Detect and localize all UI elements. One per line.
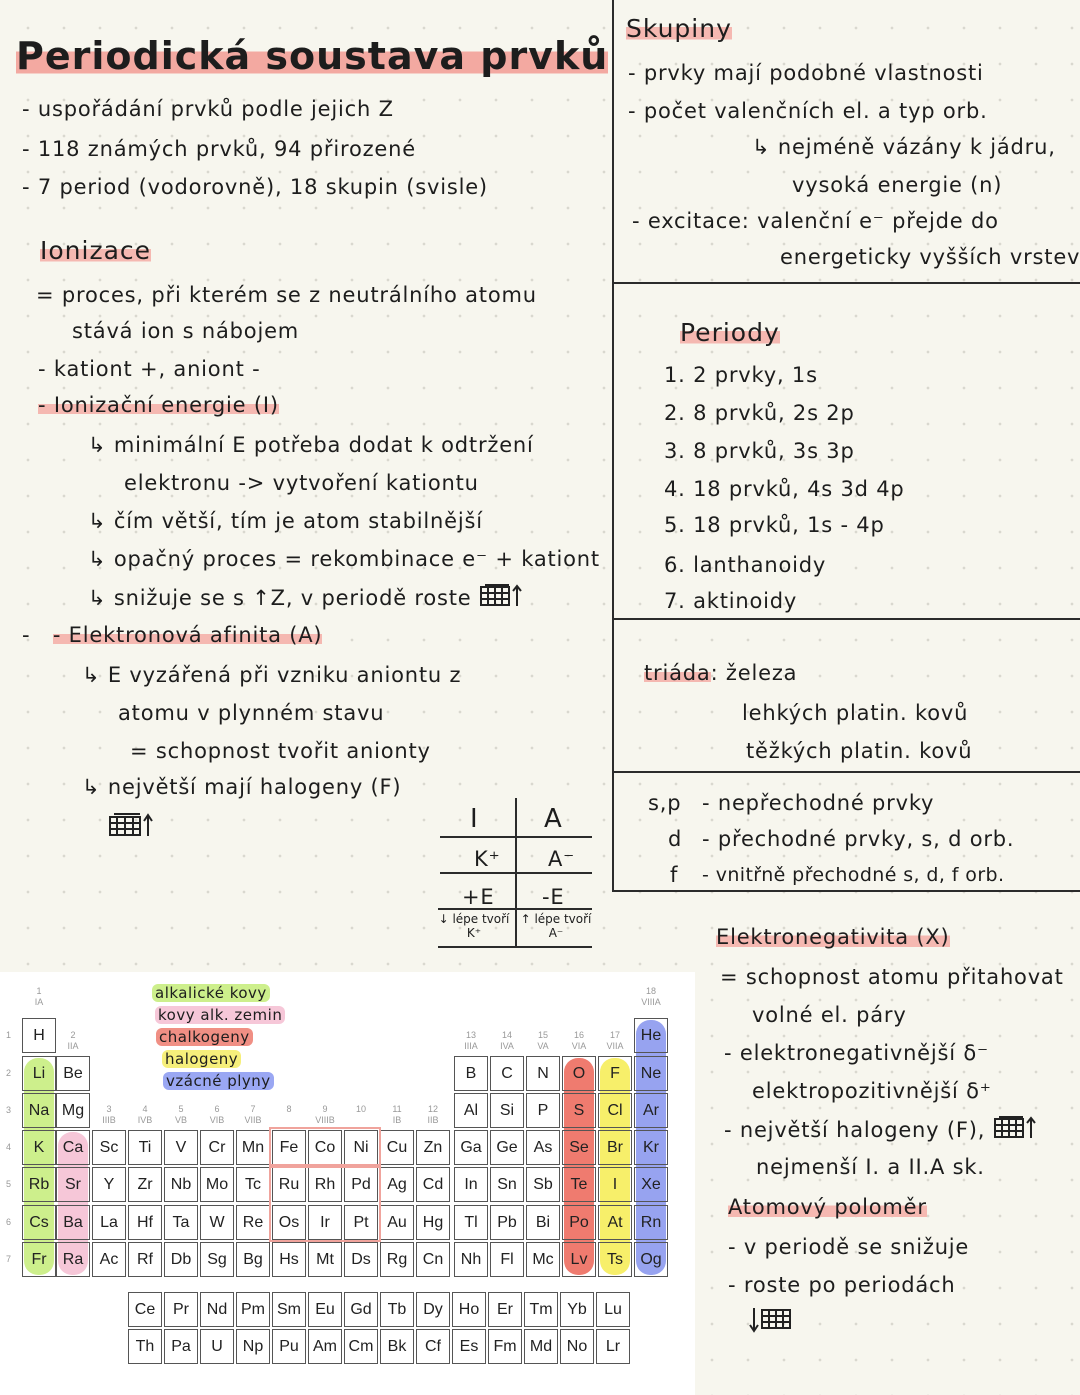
element-pu: Pu: [272, 1329, 306, 1364]
element-mg: Mg: [56, 1093, 90, 1128]
element-ge: Ge: [490, 1130, 524, 1165]
element-og: Og: [634, 1242, 668, 1277]
group-label: IIIA: [464, 1041, 478, 1051]
element-sg: Sg: [200, 1242, 234, 1277]
skupiny-line: energeticky vyšších vrstev: [780, 245, 1080, 269]
block-key: f: [670, 863, 679, 887]
skupiny-line: vysoká energie (n): [792, 173, 1003, 197]
element-bg: Bg: [236, 1242, 270, 1277]
triada-label: triáda: [644, 661, 711, 685]
afinita-text: - Elektronová afinita (A): [52, 623, 323, 647]
element-pb: Pb: [490, 1205, 524, 1240]
group-label: 16: [573, 1030, 584, 1040]
element-be: Be: [56, 1056, 90, 1091]
element-rg: Rg: [380, 1242, 414, 1277]
en-line: elektropozitivnější δ⁺: [752, 1079, 992, 1103]
period-number: 3: [6, 1105, 12, 1115]
element-u: U: [200, 1329, 234, 1364]
element-nh: Nh: [454, 1242, 488, 1277]
element-pt: Pt: [344, 1205, 378, 1240]
ionizace-line: ↳ největší mají halogeny (F): [82, 775, 402, 799]
triada-line: lehkých platin. kovů: [742, 701, 969, 725]
element-np: Np: [236, 1329, 270, 1364]
ia-table-cell: +E: [462, 885, 495, 909]
group-label: VA: [537, 1041, 549, 1051]
skupiny-line: - excitace: valenční e⁻ přejde do: [632, 209, 999, 233]
element-c: C: [490, 1056, 524, 1091]
element-pr: Pr: [164, 1292, 198, 1327]
skupiny-line: - počet valenčních el. a typ orb.: [628, 99, 988, 123]
element-s: S: [562, 1093, 596, 1128]
element-co: Co: [308, 1130, 342, 1165]
afinita-line: - - Elektronová afinita (A): [22, 623, 323, 647]
group-label: 5: [178, 1104, 184, 1114]
periody-item: 5. 18 prvků, 1s - 4p: [664, 513, 885, 537]
element-mn: Mn: [236, 1130, 270, 1165]
element-lr: Lr: [596, 1329, 630, 1364]
ionizace-line: stává ion s nábojem: [72, 319, 300, 343]
group-label: 10: [355, 1104, 366, 1114]
platinum-triads-box: [269, 1164, 381, 1242]
polomer-line: - v periodě se snižuje: [728, 1235, 970, 1259]
group-label: 14: [501, 1030, 512, 1040]
skupiny-line: - prvky mají podobné vlastnosti: [628, 61, 984, 85]
group-label: 17: [609, 1030, 620, 1040]
ia-table-cell: K⁺: [474, 847, 501, 871]
element-ba: Ba: [56, 1205, 90, 1240]
element-cs: Cs: [22, 1205, 56, 1240]
element-ca: Ca: [56, 1130, 90, 1165]
element-hs: Hs: [272, 1242, 306, 1277]
element-tl: Tl: [454, 1205, 488, 1240]
group-label: 9: [322, 1104, 328, 1114]
element-tb: Tb: [380, 1292, 414, 1327]
ionizace-line: atomu v plynném stavu: [118, 701, 385, 725]
element-ni: Ni: [344, 1130, 378, 1165]
group-label: VIA: [571, 1041, 587, 1051]
group-label: VIIB: [244, 1115, 262, 1125]
ionizace-trend-line: [88, 584, 525, 614]
element-rb: Rb: [22, 1167, 56, 1202]
group-label: 7: [250, 1104, 256, 1114]
element-la: La: [92, 1205, 126, 1240]
element-nb: Nb: [164, 1167, 198, 1202]
iron-triad-box: [269, 1127, 381, 1168]
group-label: VIIIA: [641, 997, 661, 1007]
element-ar: Ar: [634, 1093, 668, 1128]
ia-table-head-i: I: [470, 804, 478, 834]
element-fe: Fe: [272, 1130, 306, 1165]
element-th: Th: [128, 1329, 162, 1364]
element-am: Am: [308, 1329, 342, 1364]
ionizace-line: ↳ E vyzářená při vzniku aniontu z: [82, 663, 462, 687]
element-fl: Fl: [490, 1242, 524, 1277]
triada-line: těžkých platin. kovů: [746, 739, 973, 763]
element-hg: Hg: [416, 1205, 450, 1240]
group-label: VB: [174, 1115, 187, 1125]
legend-item: alkalické kovy: [152, 984, 270, 1002]
element-ho: Ho: [452, 1292, 486, 1327]
element-nd: Nd: [200, 1292, 234, 1327]
period-number: 6: [6, 1217, 12, 1227]
periody-item: 7. aktinoidy: [664, 589, 798, 613]
element-he: He: [634, 1018, 668, 1053]
triada-text: : železa: [710, 661, 798, 685]
legend-item: kovy alk. zemin: [155, 1006, 285, 1024]
element-ir: Ir: [308, 1205, 342, 1240]
element-ga: Ga: [454, 1130, 488, 1165]
en-line: volné el. páry: [752, 1003, 907, 1027]
intro-line: - uspořádání prvků podle jejich Z: [22, 97, 394, 121]
element-er: Er: [488, 1292, 522, 1327]
en-line: - elektronegativnější δ⁻: [724, 1041, 989, 1065]
ia-table-cell: -E: [542, 885, 565, 909]
element-rn: Rn: [634, 1205, 668, 1240]
element-y: Y: [92, 1167, 126, 1202]
period-number: 7: [6, 1254, 12, 1264]
ia-table-cell: ↓ lépe tvoří K⁺: [438, 912, 510, 940]
en-line: = schopnost atomu přitahovat: [720, 965, 1064, 989]
element-au: Au: [380, 1205, 414, 1240]
element-si: Si: [490, 1093, 524, 1128]
element-gd: Gd: [344, 1292, 378, 1327]
group-label: 2: [70, 1030, 76, 1040]
element-rf: Rf: [128, 1242, 162, 1277]
ionizace-line: = schopnost tvořit anionty: [130, 739, 431, 763]
intro-line: - 118 známých prvků, 94 přirozené: [22, 137, 416, 161]
element-cn: Cn: [416, 1242, 450, 1277]
element-pd: Pd: [344, 1167, 378, 1202]
element-eu: Eu: [308, 1292, 342, 1327]
en-trend-text: - největší halogeny (F),: [724, 1118, 986, 1142]
element-ag: Ag: [380, 1167, 414, 1202]
element-cl: Cl: [598, 1093, 632, 1128]
element-at: At: [598, 1205, 632, 1240]
group-label: 1: [36, 986, 42, 996]
ia-table-head-a: A: [544, 804, 562, 834]
element-sm: Sm: [272, 1292, 306, 1327]
group-label: 3: [106, 1104, 112, 1114]
group-label: 6: [214, 1104, 220, 1114]
legend-item: vzácné plyny: [163, 1072, 274, 1090]
periody-item: 4. 18 prvků, 4s 3d 4p: [664, 477, 905, 501]
ionizace-line: ↳ minimální E potřeba dodat k odtržení: [88, 433, 534, 457]
element-ds: Ds: [344, 1242, 378, 1277]
element-p: P: [526, 1093, 560, 1128]
group-label: VIIA: [606, 1041, 624, 1051]
element-md: Md: [524, 1329, 558, 1364]
page-title: Periodická soustava prvků: [16, 34, 609, 78]
element-v: V: [164, 1130, 198, 1165]
element-fr: Fr: [22, 1242, 56, 1277]
ionizace-line: - kationt +, aniont -: [38, 357, 261, 381]
element-sc: Sc: [92, 1130, 126, 1165]
element-bi: Bi: [526, 1205, 560, 1240]
element-al: Al: [454, 1093, 488, 1128]
group-label: IB: [392, 1115, 402, 1125]
block-key: s,p: [648, 791, 682, 815]
element-br: Br: [598, 1130, 632, 1165]
element-bk: Bk: [380, 1329, 414, 1364]
element-b: B: [454, 1056, 488, 1091]
legend-item: halogeny: [162, 1050, 241, 1068]
element-ru: Ru: [272, 1167, 306, 1202]
element-mc: Mc: [526, 1242, 560, 1277]
element-se: Se: [562, 1130, 596, 1165]
periody-heading: Periody: [680, 318, 780, 347]
element-hf: Hf: [128, 1205, 162, 1240]
element-dy: Dy: [416, 1292, 450, 1327]
element-pm: Pm: [236, 1292, 270, 1327]
group-label: VIIIB: [315, 1115, 335, 1125]
skupiny-line: ↳ nejméně vázány k jádru,: [752, 135, 1056, 159]
group-label: 8: [286, 1104, 292, 1114]
polomer-line: - roste po periodách: [728, 1273, 956, 1297]
group-label: 11: [392, 1104, 402, 1114]
element-lu: Lu: [596, 1292, 630, 1327]
triada-line: [644, 660, 797, 686]
element-o: O: [562, 1056, 596, 1091]
table-arrow-up-icon: [108, 812, 158, 842]
element-te: Te: [562, 1167, 596, 1202]
element-n: N: [526, 1056, 560, 1091]
period-number: 1: [6, 1030, 12, 1040]
element-cd: Cd: [416, 1167, 450, 1202]
elektronegativita-heading: Elektronegativita (X): [716, 925, 950, 949]
element-es: Es: [452, 1329, 486, 1364]
block-text: - vnitřně přechodné s, d, f orb.: [702, 864, 1005, 886]
element-fm: Fm: [488, 1329, 522, 1364]
element-sb: Sb: [526, 1167, 560, 1202]
element-po: Po: [562, 1205, 596, 1240]
element-ts: Ts: [598, 1242, 632, 1277]
ionizacni-energie-text: - Ionizační energie (I): [38, 393, 279, 417]
element-tm: Tm: [524, 1292, 558, 1327]
polomer-heading: Atomový poloměr: [728, 1195, 927, 1219]
ionizace-heading: Ionizace: [40, 236, 152, 265]
block-key: d: [668, 827, 683, 851]
period-number: 2: [6, 1068, 12, 1078]
block-text: - nepřechodné prvky: [702, 791, 935, 815]
element-kr: Kr: [634, 1130, 668, 1165]
ionizace-line: elektronu -> vytvoření kationtu: [124, 471, 479, 495]
ionizacni-energie-line: [38, 392, 279, 418]
periodic-table: [0, 972, 695, 1395]
element-cm: Cm: [344, 1329, 378, 1364]
element-li: Li: [22, 1056, 56, 1091]
legend-item: chalkogeny: [156, 1028, 253, 1046]
element-cf: Cf: [416, 1329, 450, 1364]
group-label: IVA: [500, 1041, 514, 1051]
periody-item: 6. lanthanoidy: [664, 553, 827, 577]
element-ra: Ra: [56, 1242, 90, 1277]
periody-item: 2. 8 prvků, 2s 2p: [664, 401, 855, 425]
ionizace-line: ↳ opačný proces = rekombinace e⁻ + kationt: [88, 547, 600, 571]
element-in: In: [454, 1167, 488, 1202]
ionizace-line: = proces, při kterém se z neutrálního atomu: [36, 283, 537, 307]
element-ac: Ac: [92, 1242, 126, 1277]
periody-item: 3. 8 prvků, 3s 3p: [664, 439, 855, 463]
element-cu: Cu: [380, 1130, 414, 1165]
element-sn: Sn: [490, 1167, 524, 1202]
table-arrow-down-icon: [748, 1306, 794, 1338]
element-f: F: [598, 1056, 632, 1091]
ia-table-cell: A⁻: [548, 847, 576, 871]
element-mt: Mt: [308, 1242, 342, 1277]
element-lv: Lv: [562, 1242, 596, 1277]
ionizace-line: ↳ čím větší, tím je atom stabilnější: [88, 509, 483, 533]
element-mo: Mo: [200, 1167, 234, 1202]
element-zn: Zn: [416, 1130, 450, 1165]
element-ce: Ce: [128, 1292, 162, 1327]
table-arrow-up-icon: [993, 1116, 1039, 1146]
element-ne: Ne: [634, 1056, 668, 1091]
group-label: VIB: [209, 1115, 225, 1125]
element-pa: Pa: [164, 1329, 198, 1364]
element-k: K: [22, 1130, 56, 1165]
element-na: Na: [22, 1093, 56, 1128]
element-no: No: [560, 1329, 594, 1364]
element-i: I: [598, 1167, 632, 1202]
element-db: Db: [164, 1242, 198, 1277]
block-text: - přechodné prvky, s, d orb.: [702, 827, 1015, 851]
periody-item: 1. 2 prvky, 1s: [664, 363, 818, 387]
group-label: 18: [645, 986, 656, 996]
element-cr: Cr: [200, 1130, 234, 1165]
en-trend-line: [724, 1116, 1039, 1146]
en-line: nejmenší I. a II.A sk.: [756, 1155, 985, 1179]
group-label: 15: [537, 1030, 548, 1040]
group-label: IVB: [137, 1115, 153, 1125]
group-label: IA: [34, 997, 44, 1007]
period-number: 5: [6, 1179, 12, 1189]
element-as: As: [526, 1130, 560, 1165]
element-tc: Tc: [236, 1167, 270, 1202]
element-ti: Ti: [128, 1130, 162, 1165]
group-label: IIB: [427, 1115, 439, 1125]
ionizace-trend-text: ↳ snižuje se s ↑Z, v periodě roste: [88, 586, 472, 610]
element-rh: Rh: [308, 1167, 342, 1202]
element-ta: Ta: [164, 1205, 198, 1240]
period-number: 4: [6, 1142, 12, 1152]
group-label: IIIB: [102, 1115, 116, 1125]
group-label: 12: [427, 1104, 438, 1114]
element-w: W: [200, 1205, 234, 1240]
group-label: 4: [142, 1104, 148, 1114]
element-sr: Sr: [56, 1167, 90, 1202]
ia-table-cell: ↑ lépe tvoří A⁻: [520, 912, 592, 940]
element-h: H: [22, 1018, 56, 1053]
group-label: 13: [465, 1030, 476, 1040]
skupiny-heading: Skupiny: [626, 14, 732, 43]
group-label: IIA: [67, 1041, 79, 1051]
element-yb: Yb: [560, 1292, 594, 1327]
element-re: Re: [236, 1205, 270, 1240]
intro-line: - 7 period (vodorovně), 18 skupin (svisle): [22, 175, 488, 199]
element-os: Os: [272, 1205, 306, 1240]
table-arrow-up-icon: [479, 584, 525, 614]
element-xe: Xe: [634, 1167, 668, 1202]
element-zr: Zr: [128, 1167, 162, 1202]
